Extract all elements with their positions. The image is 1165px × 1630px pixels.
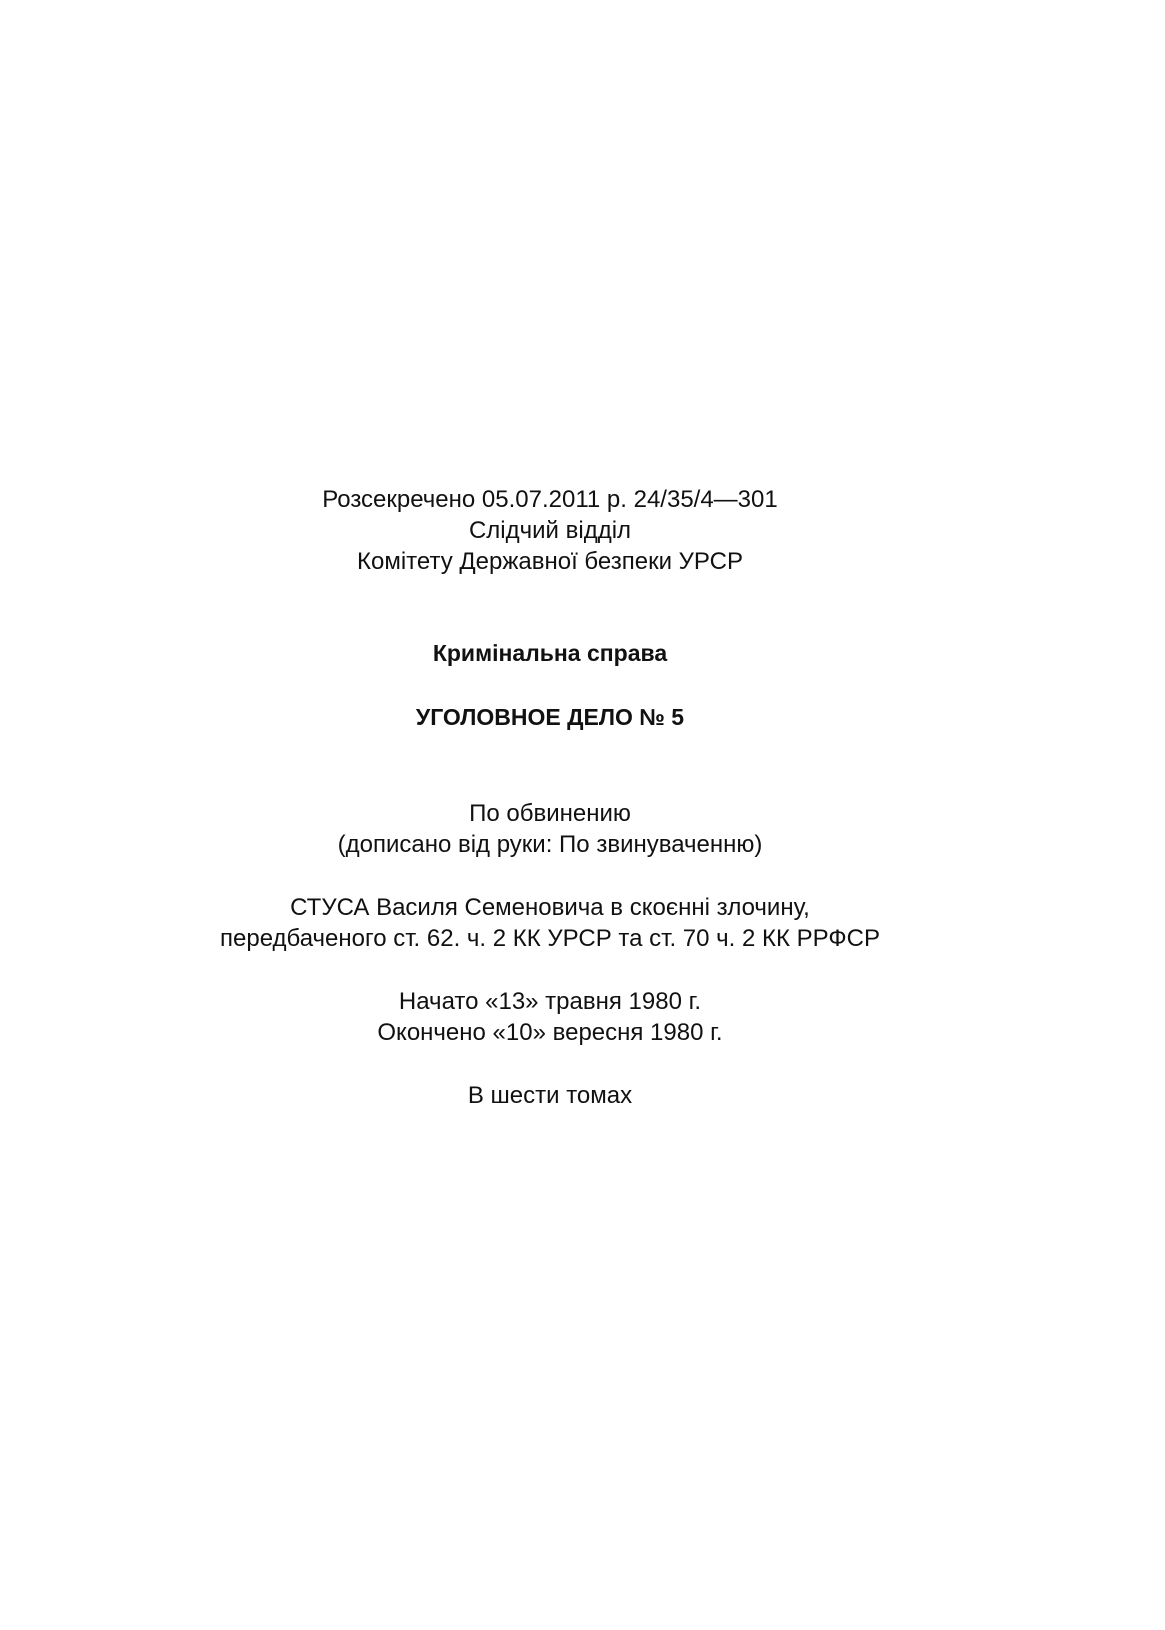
accused-block	[0, 892, 1100, 954]
volumes-block	[0, 1080, 1100, 1111]
declassification-header	[0, 484, 1100, 577]
volumes-line: В шести томах	[467, 1082, 633, 1109]
accused-name-line: СТУСА Василя Семеновича в скоєнні злочину,	[290, 894, 810, 921]
accusation-line: По обвинению	[469, 800, 631, 827]
dates-block	[0, 986, 1100, 1048]
start-date-line: Начато «13» травня 1980 г.	[398, 988, 702, 1015]
accused-articles-line: передбаченого ст. 62. ч. 2 КК УРСР та ст. 70 ч. 2 КК РРФСР	[220, 925, 880, 952]
committee-line: Комітету Державної безпеки УРСР	[357, 548, 743, 575]
handwritten-note-line: (дописано від руки: По звинуваченню)	[337, 831, 763, 858]
case-title-block	[0, 638, 1100, 669]
case-title-ru: УГОЛОВНОЕ ДЕЛО № 5	[415, 704, 685, 730]
case-number-block	[0, 702, 1100, 733]
end-date-line: Окончено «10» вересня 1980 г.	[377, 1019, 723, 1046]
department-line: Слідчий відділ	[468, 517, 632, 544]
accusation-block	[0, 798, 1100, 860]
declassified-line: Розсекречено 05.07.2011 р. 24/35/4—301	[322, 486, 778, 513]
case-title-ua: Кримінальна справа	[432, 640, 668, 666]
